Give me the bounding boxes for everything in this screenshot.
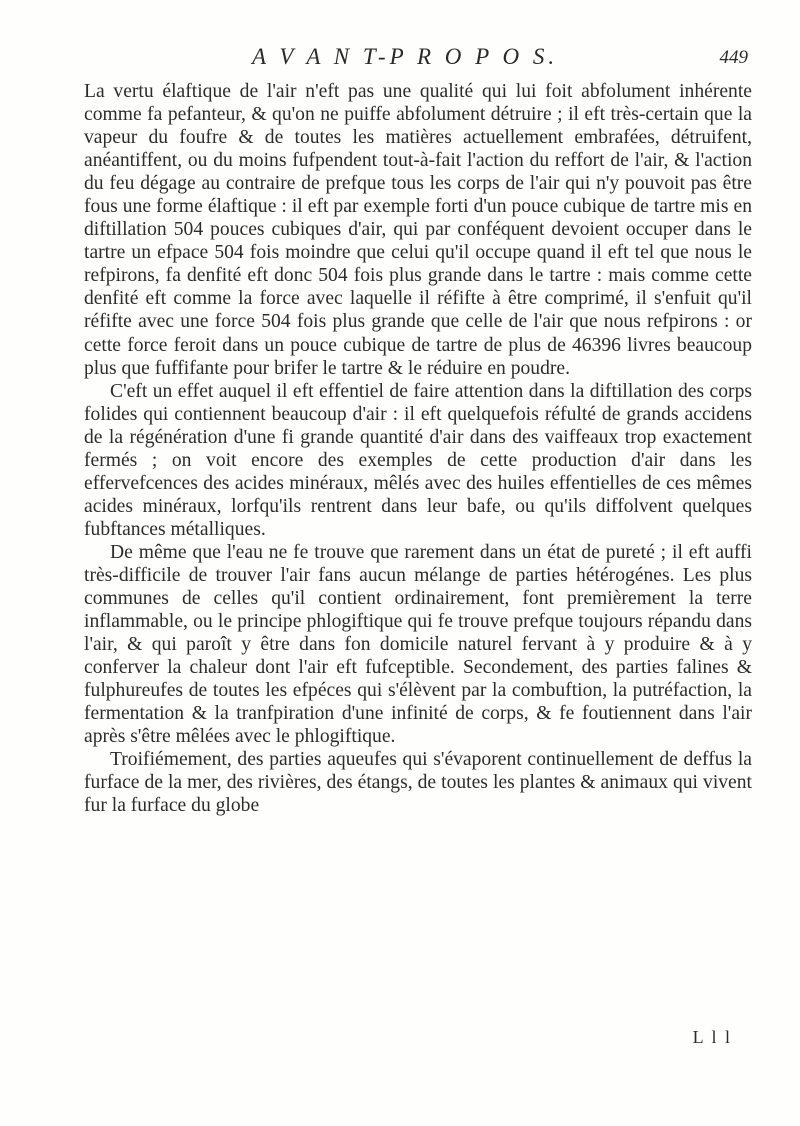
body-text xyxy=(84,80,752,818)
signature-mark: L l l xyxy=(692,1027,732,1047)
page-header xyxy=(0,44,800,80)
paragraph: Troifiémement, des parties aqueufes qui s'évaporent continuellement de deffus la furface de la mer, des rivières, des étangs, de toutes les plantes & animaux qui vivent fur la furface du globe xyxy=(84,749,752,817)
paragraph: La vertu élaftique de l'air n'eft pas une qualité qui lui foit abfolument inhérente comme fa pefanteur, & qu'on ne puiffe abfolument détruire ; il eft très-certain que la vapeur du foufre & de toutes les matières actuellement embrafées, détruifent, anéantiffent, ou du moins fufpendent tout-à-fait l'action du reffort de l'air, & l'action du feu dégage au contraire de prefque tous les corps de l'air qui n'y pouvoit pas être fous une forme élaftique : il eft par exemple forti d'un pouce cubique de tartre mis en diftillation 504 pouces cubiques d'air, qui par conféquent devoient occuper dans le tartre un efpace 504 fois moindre que celui qu'il occupe quand il eft tel que nous le refpirons, fa denfité eft donc 504 fois plus grande dans le tartre : mais comme cette denfité eft comme la force avec laquelle il réfifte à être comprimé, il s'enfuit qu'il réfifte avec une force 504 fois plus grande que celle de l'air que nous refpirons : or cette force feroit dans un pouce cubique de tartre de plus de 46396 livres beaucoup plus que fuffifante pour brifer le tartre & le réduire en poudre. xyxy=(84,81,752,379)
paragraph: C'eft un effet auquel il eft effentiel de faire attention dans la diftillation des corps folides qui contiennent beaucoup d'air : il eft quelquefois réfulté de grands accidens de la régénération d'une fi grande quantité d'air dans des vaiffeaux trop exactement fermés ; on voit encore des exemples de cette production d'air dans les effervefcences des acides minéraux, mêlés avec des huiles effentielles de ces mêmes acides minéraux, lorfqu'ils rentrent dans leur bafe, ou qu'ils diffolvent quelques fubftances métalliques. xyxy=(84,380,752,540)
running-title: A V A N T-P R O P O S. xyxy=(252,44,559,69)
paragraph: De même que l'eau ne fe trouve que rarement dans un état de pureté ; il eft auffi très-difficile de trouver l'air fans aucun mélange de parties hétérogénes. Les plus communes de celles qu'il contient ordinairement, font premièrement la terre inflammable, ou le principe phlogiftique qui fe trouve prefque toujours répandu dans l'air, & qui paroît y être dans fon domicile naturel fervant à y produire & à y conferver la chaleur dont l'air eft fufceptible. Secondement, des parties falines & fulphureufes de toutes les efpéces qui s'élèvent par la combuftion, la putréfaction, la fermentation & la tranfpiration d'une infinité de corps, & fe foutiennent dans l'air après s'être mêlées avec le phlogiftique. xyxy=(84,541,752,748)
page-number: 449 xyxy=(719,47,748,68)
